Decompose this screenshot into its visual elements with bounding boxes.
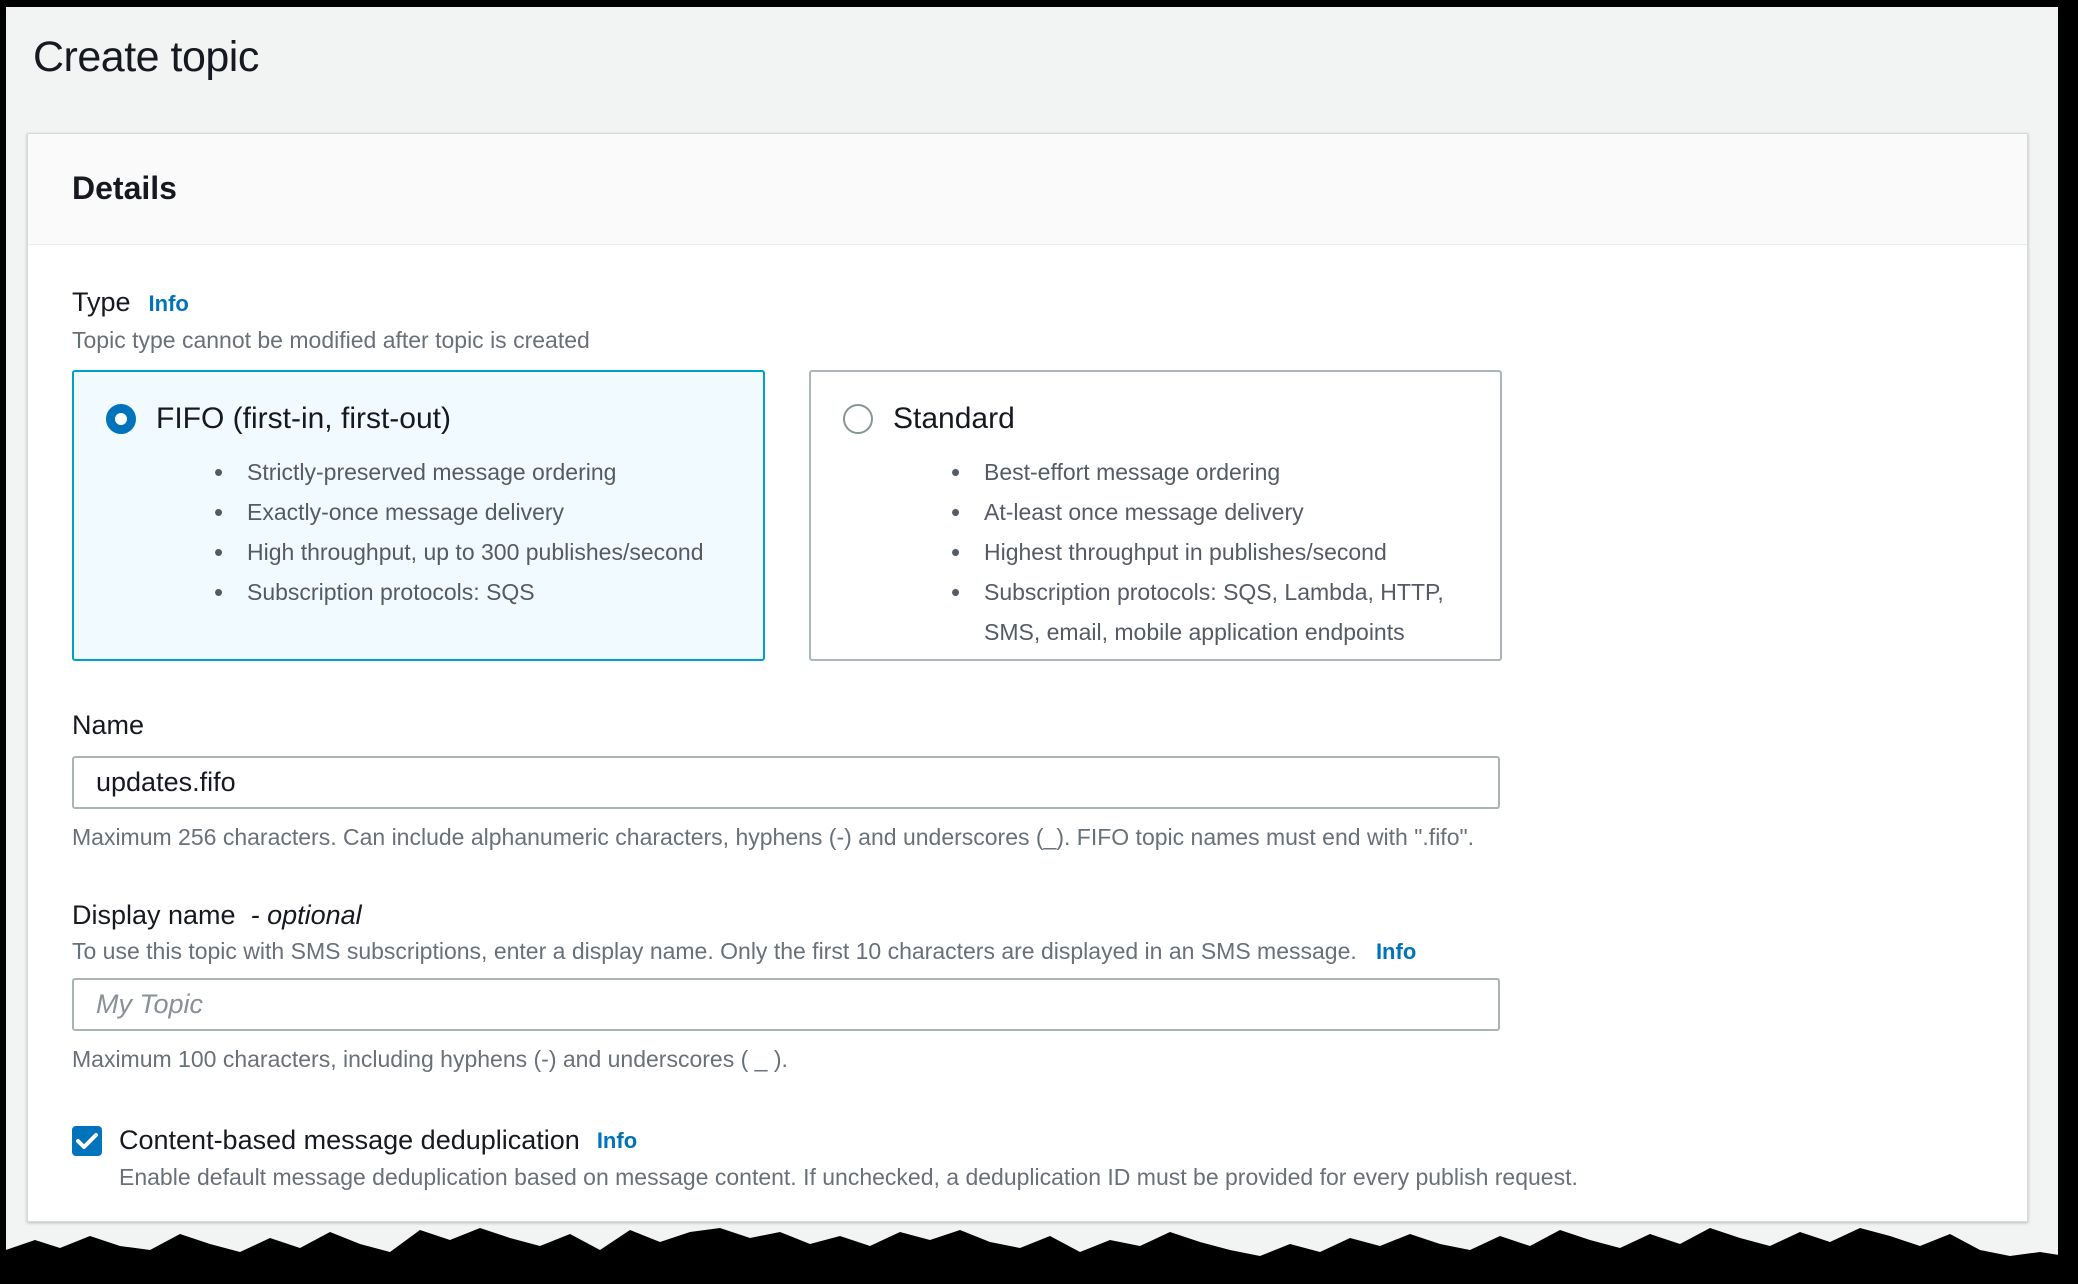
details-panel-header — [28, 134, 2027, 245]
dedup-checkbox[interactable] — [72, 1126, 102, 1156]
standard-feature-list — [951, 452, 1470, 652]
type-info-link[interactable]: Info — [148, 291, 189, 316]
fifo-radio[interactable] — [106, 404, 136, 434]
name-help-text: Maximum 256 characters. Can include alphanumeric characters, hyphens (-) and underscores (_). FIFO topic names must end with ".fifo". — [72, 824, 1475, 850]
standard-feature: • Highest throughput in publishes/second — [951, 532, 1470, 572]
display-name-description — [72, 938, 1983, 965]
display-name-input[interactable] — [72, 978, 1500, 1031]
standard-feature: • At-least once message delivery — [951, 492, 1470, 532]
fifo-option-card[interactable] — [72, 370, 765, 661]
dedup-label: Content-based message deduplication — [119, 1125, 580, 1155]
standard-title-row — [843, 402, 1470, 436]
standard-option-title: Standard — [893, 402, 1015, 435]
display-name-label — [72, 900, 1983, 931]
display-name-help-text: Maximum 100 characters, including hyphens (-) and underscores ( _ ). — [72, 1046, 788, 1072]
page-title: Create topic — [33, 33, 259, 81]
fifo-feature: • Exactly-once message delivery — [214, 492, 733, 532]
standard-feature: • Subscription protocols: SQS, Lambda, HTTP, SMS, email, mobile application endpoints — [951, 572, 1470, 652]
topic-type-options — [72, 370, 1983, 661]
display-name-optional: - optional — [250, 900, 362, 930]
display-name-description-text: To use this topic with SMS subscriptions, enter a display name. Only the first 10 characters are displayed in an SMS message. — [72, 938, 1357, 964]
fifo-feature: • High throughput, up to 300 publishes/second — [214, 532, 733, 572]
standard-radio[interactable] — [843, 404, 873, 434]
screenshot-frame-right — [2058, 0, 2078, 1284]
name-section — [72, 710, 1983, 851]
type-label: Type — [72, 287, 131, 317]
name-label: Name — [72, 710, 145, 740]
name-input[interactable] — [72, 756, 1500, 809]
fifo-title-row — [106, 402, 733, 436]
type-label-row — [72, 287, 1983, 318]
display-name-info-link[interactable]: Info — [1375, 939, 1417, 964]
dedup-description: Enable default message deduplication based on message content. If unchecked, a deduplication ID must be provided for every publish request. — [119, 1164, 1578, 1190]
checkmark-icon — [76, 1132, 98, 1150]
dedup-info-link[interactable]: Info — [596, 1127, 638, 1153]
fifo-option-title: FIFO (first-in, first-out) — [156, 402, 451, 435]
details-panel-body — [28, 245, 2027, 1191]
display-name-section — [72, 900, 1983, 1073]
type-description: Topic type cannot be modified after topic is created — [72, 327, 590, 353]
fifo-feature: • Strictly-preserved message ordering — [214, 452, 733, 492]
standard-feature: • Best-effort message ordering — [951, 452, 1470, 492]
console-screen — [6, 7, 2058, 1284]
details-panel — [27, 133, 2028, 1222]
standard-option-card[interactable] — [809, 370, 1502, 661]
display-name-label-text: Display name — [72, 900, 236, 930]
fifo-feature-list — [214, 452, 733, 612]
dedup-row — [72, 1125, 1983, 1156]
torn-bottom-edge — [0, 1222, 2078, 1284]
fifo-feature: • Subscription protocols: SQS — [214, 572, 733, 612]
details-heading: Details — [72, 170, 177, 206]
